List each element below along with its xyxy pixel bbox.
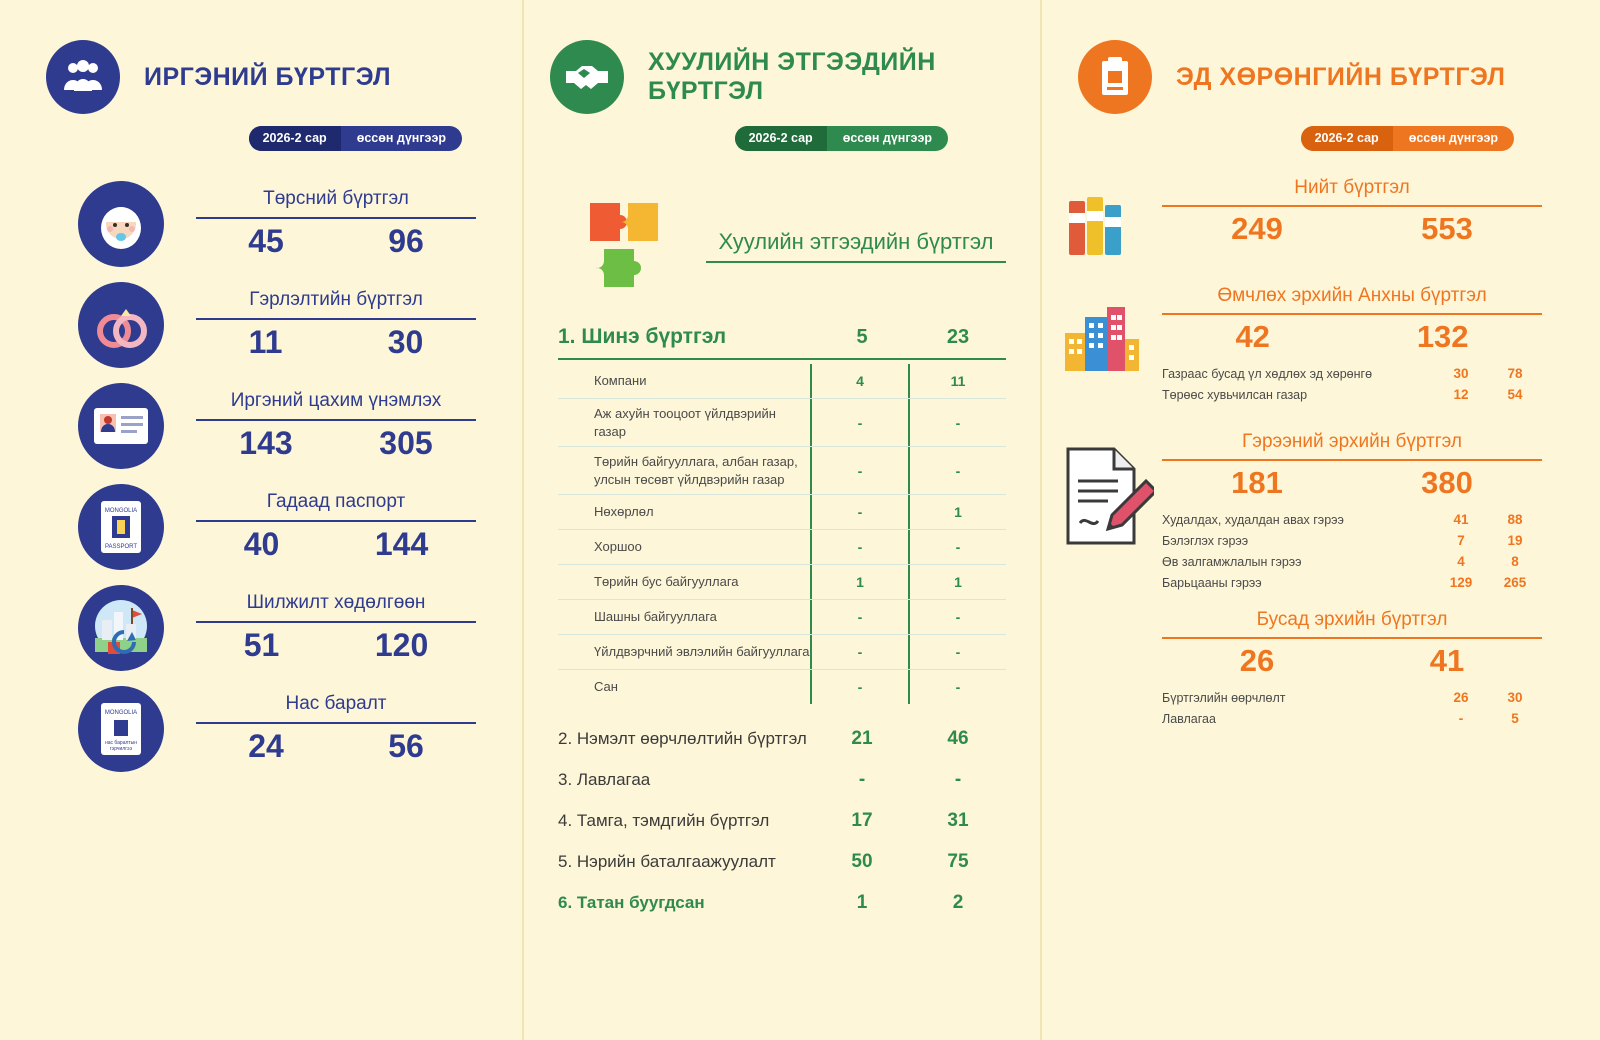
people-icon	[46, 40, 120, 114]
civil-period-pill	[249, 126, 462, 151]
item-cumulative: -	[908, 635, 1006, 669]
legal-period-pill-row	[524, 126, 1040, 151]
property-period-pill-row	[1042, 126, 1598, 151]
svg-text:гэрчилгээ: гэрчилгээ	[109, 745, 133, 752]
item-month: -	[810, 530, 908, 564]
property-block-contract	[1042, 427, 1598, 593]
property-period-note: өссөн дүнгээр	[1408, 131, 1498, 145]
item-label: Бэлэглэх гэрээ	[1162, 533, 1249, 548]
legal-period-pill	[735, 126, 948, 151]
civil-registration-column	[0, 0, 522, 1040]
civil-header	[0, 0, 522, 114]
legal-header	[524, 0, 1040, 114]
civil-row-death-cumulative: 56	[388, 727, 424, 764]
item-cumulative: 8	[1511, 554, 1519, 569]
property-header	[1042, 0, 1598, 114]
civil-row-marriage-data	[196, 289, 476, 361]
list-item	[558, 800, 1006, 841]
list-item	[1162, 551, 1542, 572]
item-label: Газраас бусад үл хөдлөх эд хөрөнгө	[1162, 366, 1373, 381]
legal-entity-column	[522, 0, 1042, 1040]
property-period-label: 2026-2 сар	[1301, 126, 1393, 151]
item-cumulative: 31	[947, 809, 969, 831]
item-label: Хоршоо	[594, 539, 642, 555]
legal-body	[524, 151, 1040, 923]
binders-icon	[1042, 177, 1162, 261]
list-item	[558, 364, 1006, 399]
migration-icon	[78, 585, 164, 671]
civil-period-note: өссөн дүнгээр	[356, 131, 446, 145]
list-item	[558, 759, 1006, 800]
property-block-ownership-month: 42	[1235, 319, 1270, 354]
civil-row-passport-cumulative: 144	[374, 525, 429, 562]
civil-row-passport	[0, 476, 522, 577]
legal-section-title: Хуулийн этгээдийн бүртгэл	[706, 229, 1006, 263]
civil-row-migration-label: Шилжилт хөдөлгөөн	[196, 592, 476, 623]
property-icon	[1078, 40, 1152, 114]
item-month: 4	[1457, 554, 1465, 569]
item-month: -	[810, 399, 908, 446]
property-block-total-cumulative: 553	[1421, 211, 1473, 246]
property-block-other-month: 26	[1239, 643, 1275, 678]
list-item	[558, 600, 1006, 635]
list-item	[558, 670, 1006, 704]
property-block-other-spacer	[1042, 609, 1162, 623]
list-item	[558, 882, 1006, 923]
property-block-other	[1042, 609, 1598, 729]
list-item	[1162, 384, 1542, 405]
civil-row-migration-data	[196, 592, 476, 664]
list-item	[558, 841, 1006, 882]
civil-row-marriage-cumulative: 30	[387, 323, 424, 360]
legal-new-registration	[558, 325, 1006, 923]
civil-row-migration-cumulative: 120	[374, 626, 429, 663]
item-month: 7	[1457, 533, 1465, 548]
list-item	[1162, 708, 1542, 729]
item-cumulative: -	[954, 768, 962, 790]
legal-title: ХУУЛИЙН ЭТГЭЭДИЙН БҮРТГЭЛ	[648, 48, 936, 105]
property-block-ownership-title: Өмчлөх эрхийн Анхны бүртгэл	[1162, 285, 1542, 315]
property-block-contract-sub	[1162, 509, 1542, 593]
property-block-ownership-cumulative: 132	[1416, 319, 1469, 354]
civil-row-migration	[0, 577, 522, 678]
item-cumulative: 5	[1511, 711, 1519, 726]
item-label: Худалдах, худалдан авах гэрээ	[1162, 512, 1344, 527]
item-cumulative: 75	[947, 850, 969, 872]
list-item	[1162, 687, 1542, 708]
civil-row-death-month: 24	[248, 727, 284, 764]
property-block-ownership-data	[1162, 285, 1598, 405]
item-month: -	[1458, 711, 1464, 726]
item-label: Сан	[594, 679, 618, 695]
item-label: Аж ахуйн тооцоот үйлдвэрийн газар	[594, 406, 776, 439]
list-item	[558, 530, 1006, 565]
property-block-other-data	[1162, 609, 1598, 729]
civil-row-marriage-label: Гэрлэлтийн бүртгэл	[196, 289, 476, 320]
civil-row-id-card-cumulative: 305	[379, 424, 433, 461]
item-cumulative: -	[908, 600, 1006, 634]
item-month: 1	[856, 891, 868, 913]
puzzle-icon	[580, 191, 690, 301]
legal-other-rows	[558, 718, 1006, 923]
legal-period-label: 2026-2 сар	[735, 126, 827, 151]
civil-row-passport-label: Гадаад паспорт	[196, 491, 476, 522]
item-label: 3. Лавлагаа	[558, 769, 651, 789]
civil-row-id-card-month: 143	[239, 424, 293, 461]
legal-new-registration-header	[558, 325, 1006, 360]
item-month: -	[810, 635, 908, 669]
item-cumulative: 54	[1507, 387, 1523, 402]
svg-text:MONGOLIA: MONGOLIA	[104, 507, 138, 514]
civil-title: ИРГЭНИЙ БҮРТГЭЛ	[144, 62, 392, 91]
property-blocks	[1042, 177, 1598, 729]
item-month: -	[810, 600, 908, 634]
civil-row-death	[0, 678, 522, 779]
item-label: Компани	[594, 373, 647, 389]
civil-row-birth-cumulative: 96	[388, 222, 424, 259]
list-item	[1162, 572, 1542, 593]
item-label: Үйлдвэрчний эвлэлийн байгууллага	[594, 644, 810, 660]
property-block-other-cumulative: 41	[1429, 643, 1465, 678]
item-label: Бүртгэлийн өөрчлөлт	[1162, 690, 1286, 705]
item-label: 6. Татан буугдсан	[558, 892, 705, 912]
item-month: -	[858, 768, 866, 790]
item-month: -	[810, 495, 908, 529]
item-cumulative: 46	[947, 727, 969, 749]
property-block-total-month: 249	[1231, 211, 1283, 246]
list-item	[1162, 509, 1542, 530]
civil-row-id-card-label: Иргэний цахим үнэмлэх	[196, 390, 476, 421]
legal-new-registration-cumulative: 23	[946, 325, 970, 348]
civil-period-pill-row	[0, 126, 522, 151]
item-month: 12	[1453, 387, 1469, 402]
baby-icon	[78, 181, 164, 267]
svg-text:нас баралтын: нас баралтын	[104, 739, 138, 746]
property-title: ЭД ХӨРӨНГИЙН БҮРТГЭЛ	[1176, 62, 1506, 91]
item-cumulative: 11	[908, 364, 1006, 398]
item-cumulative: 1	[908, 565, 1006, 599]
list-item	[558, 718, 1006, 759]
item-label: Төрөөс хувьчилсан газар	[1162, 387, 1308, 402]
civil-row-passport-data	[196, 491, 476, 563]
legal-section-header	[558, 191, 1006, 301]
civil-row-marriage	[0, 274, 522, 375]
buildings-icon	[1042, 285, 1162, 375]
svg-text:PASSPORT: PASSPORT	[104, 543, 138, 550]
civil-row-death-label: Нас баралт	[196, 693, 476, 724]
civil-rows	[0, 173, 522, 779]
item-cumulative: -	[908, 530, 1006, 564]
item-month: 50	[851, 850, 873, 872]
item-month: -	[810, 670, 908, 704]
property-block-total-title: Нийт бүртгэл	[1162, 177, 1542, 207]
item-label: Лавлагаа	[1162, 711, 1216, 726]
item-cumulative: -	[908, 670, 1006, 704]
item-label: Нөхөрлөл	[594, 504, 654, 520]
property-block-contract-data	[1162, 427, 1598, 593]
property-block-ownership-sub	[1162, 363, 1542, 405]
item-label: Шашны байгууллага	[594, 609, 717, 625]
item-month: 129	[1449, 575, 1473, 590]
list-item	[558, 447, 1006, 495]
property-block-total	[1042, 177, 1598, 261]
item-cumulative: -	[908, 399, 1006, 446]
item-month: 41	[1453, 512, 1469, 527]
handshake-icon	[550, 40, 624, 114]
svg-text:MONGOLIA: MONGOLIA	[104, 709, 138, 716]
contract-icon	[1042, 427, 1162, 551]
item-cumulative: -	[908, 447, 1006, 494]
list-item	[558, 635, 1006, 670]
item-cumulative: 78	[1507, 366, 1523, 381]
item-label: Төрийн бус байгууллага	[594, 574, 739, 590]
property-block-other-title: Бусад эрхийн бүртгэл	[1162, 609, 1542, 639]
item-month: 21	[851, 727, 873, 749]
property-block-other-sub	[1162, 687, 1542, 729]
item-cumulative: 88	[1507, 512, 1523, 527]
civil-row-birth-data	[196, 188, 476, 260]
list-item	[558, 399, 1006, 447]
id-card-icon	[78, 383, 164, 469]
passport-icon	[78, 484, 164, 570]
item-cumulative: 1	[908, 495, 1006, 529]
item-cumulative: 19	[1507, 533, 1523, 548]
legal-new-registration-label: 1. Шинэ бүртгэл	[558, 325, 727, 348]
civil-row-birth	[0, 173, 522, 274]
item-month: -	[810, 447, 908, 494]
item-label: 4. Тамга, тэмдгийн бүртгэл	[558, 810, 770, 830]
death-certificate-icon	[78, 686, 164, 772]
list-item	[1162, 363, 1542, 384]
item-label: Төрийн байгууллага, албан газар, улсын төсөвт үйлдвэрийн газар	[594, 454, 798, 487]
property-period-pill	[1301, 126, 1514, 151]
legal-new-registration-items	[558, 364, 1006, 704]
legal-new-registration-month: 5	[856, 325, 868, 348]
civil-row-birth-month: 45	[248, 222, 284, 259]
item-month: 4	[810, 364, 908, 398]
civil-row-id-card-data	[196, 390, 476, 462]
item-month: 26	[1453, 690, 1469, 705]
property-block-contract-cumulative: 380	[1421, 465, 1473, 500]
item-label: Өв залгамжлалын гэрээ	[1162, 554, 1302, 569]
civil-row-death-data	[196, 693, 476, 765]
item-month: 30	[1453, 366, 1469, 381]
item-cumulative: 30	[1507, 690, 1523, 705]
list-item	[558, 565, 1006, 600]
item-cumulative: 265	[1503, 575, 1527, 590]
item-label: Барьцааны гэрээ	[1162, 575, 1262, 590]
civil-row-migration-month: 51	[243, 626, 280, 663]
civil-row-id-card	[0, 375, 522, 476]
property-block-contract-month: 181	[1231, 465, 1283, 500]
item-cumulative: 2	[952, 891, 964, 913]
property-registration-column	[1042, 0, 1598, 1040]
civil-row-birth-label: Төрсний бүртгэл	[196, 188, 476, 219]
legal-period-note: өссөн дүнгээр	[842, 131, 932, 145]
civil-row-marriage-month: 11	[248, 323, 283, 360]
item-label: 5. Нэрийн баталгаажуулалт	[558, 851, 776, 871]
item-label: 2. Нэмэлт өөрчлөлтийн бүртгэл	[558, 728, 807, 748]
list-item	[558, 495, 1006, 530]
civil-row-passport-month: 40	[243, 525, 280, 562]
item-month: 17	[851, 809, 873, 831]
property-block-ownership	[1042, 285, 1598, 405]
item-month: 1	[810, 565, 908, 599]
civil-period-label: 2026-2 сар	[249, 126, 341, 151]
property-block-contract-title: Гэрээний эрхийн бүртгэл	[1162, 431, 1542, 461]
rings-icon	[78, 282, 164, 368]
property-block-total-data	[1162, 177, 1598, 247]
list-item	[1162, 530, 1542, 551]
